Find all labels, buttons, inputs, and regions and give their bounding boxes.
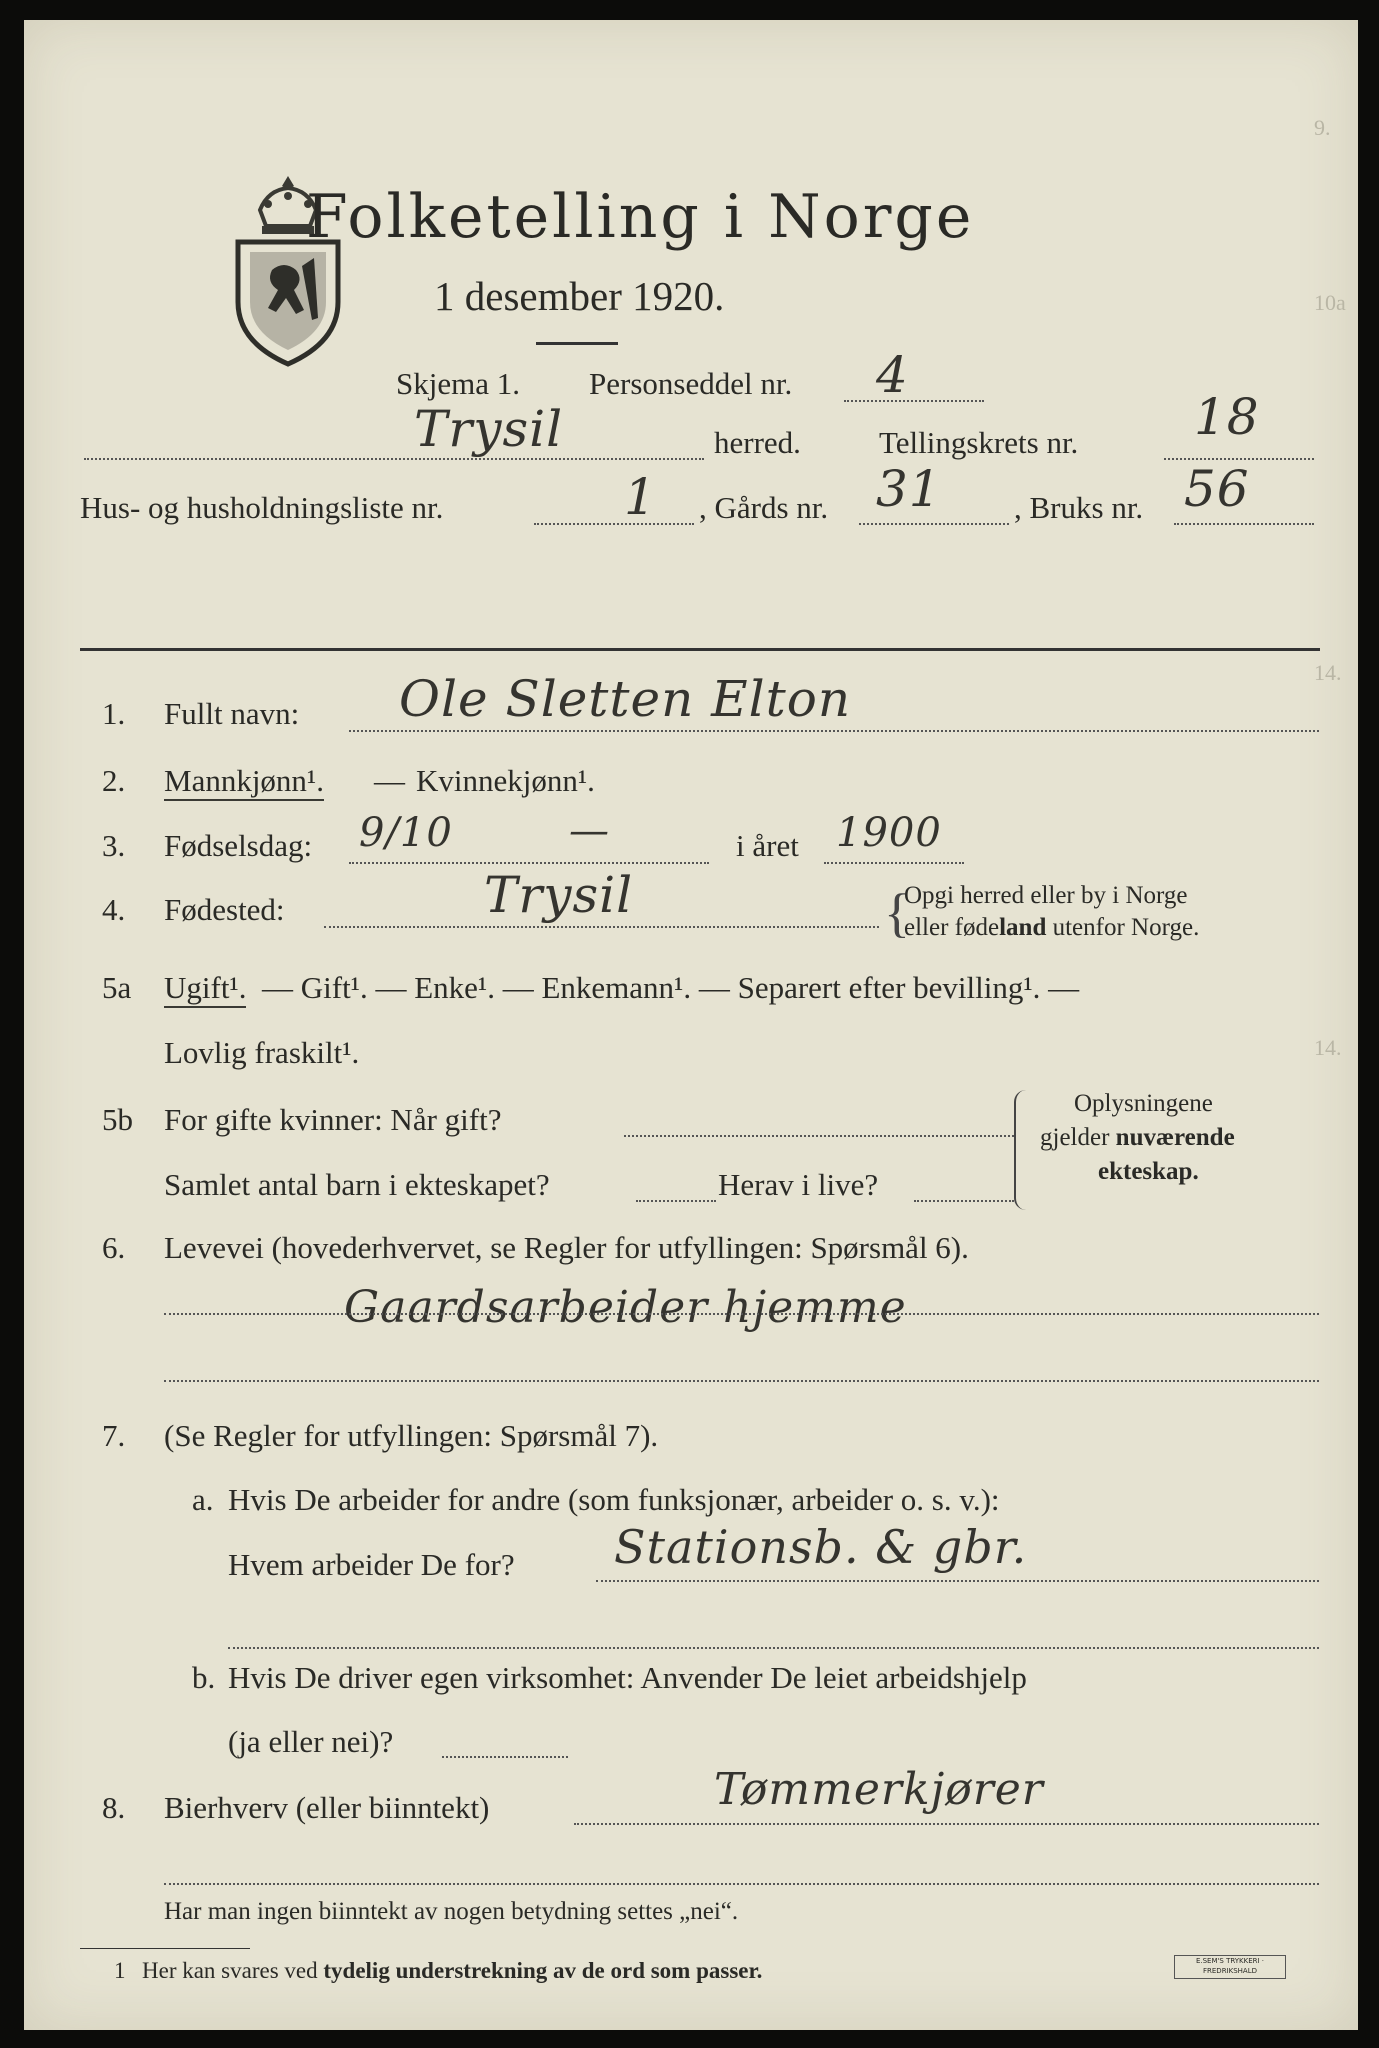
q7b-text: Hvis De driver egen virksomhet: Anvender De leiet arbeidshjelp [228,1660,1027,1695]
bleed-through-text: 14. [1314,1035,1342,1060]
q1-label: Fullt navn: [164,696,300,731]
q2-mann: Mannkjønn¹. [164,763,324,801]
q7b-number: b. [192,1660,216,1695]
q3-date-line [349,862,709,864]
q5a-options: — Gift¹. — Enke¹. — Enkemann¹. — Separert efter bevilling¹. — [262,970,1080,1005]
q3-year-value: 1900 [836,810,942,856]
form-title: Folketelling i Norge [306,182,975,252]
herred-label: herred. [714,425,801,460]
herred-value: Trysil [414,400,564,458]
q5b-number: 5b [102,1102,133,1137]
q2-kvinne: Kvinnekjønn¹. [416,763,595,798]
q2-sep: — [374,763,405,798]
q5b-gift-line [624,1135,1014,1137]
q7a-question: Hvem arbeider De for? [228,1547,515,1582]
q7a-text: Hvis De arbeider for andre (som funksjonær, arbeider o. s. v.): [228,1482,1000,1517]
q8-value: Tømmerkjører [714,1764,1044,1815]
q7-label: (Se Regler for utfyllingen: Spørsmål 7). [164,1418,659,1453]
q5a-number: 5a [102,970,132,1005]
q5a-line-2: Lovlig fraskilt¹. [164,1035,360,1070]
tellingskrets-value: 18 [1194,388,1260,446]
q6-line-2 [164,1380,1319,1382]
q7a-value: Stationsb. & gbr. [614,1520,1028,1574]
q3-number: 3. [102,828,126,863]
q1-line [349,730,1319,732]
header-separator [80,648,1320,651]
husholdningsliste-line [534,523,694,525]
q4-note-2: eller fødeland utenfor Norge. [904,914,1200,941]
bruks-label: , Bruks nr. [1014,490,1144,525]
q6-line-1 [164,1313,1319,1315]
footnote-rule [80,1948,250,1949]
q7a-line-2 [228,1647,1319,1649]
personseddel-value: 4 [876,346,909,404]
q5b-note-2: gjelder nuværende [1040,1124,1235,1151]
census-form [24,20,1358,2030]
q7-number: 7. [102,1418,126,1453]
gards-value: 31 [876,460,942,518]
q4-brace: { [884,883,910,943]
q3-label: Fødselsdag: [164,828,313,863]
q7a-line-1 [596,1580,1319,1582]
q7b-question: (ja eller nei)? [228,1724,394,1759]
bruks-line [1174,523,1314,525]
gards-line [859,523,1009,525]
q3-year-label: i året [736,828,799,863]
q1-value: Ole Sletten Elton [399,670,852,728]
q6-label: Levevei (hovederhvervet, se Regler for utfyllingen: Spørsmål 6). [164,1230,969,1265]
q7b-line [442,1756,568,1758]
q8-line-1 [574,1823,1319,1825]
husholdningsliste-label: Hus- og husholdningsliste nr. [80,490,444,525]
personseddel-label: Personseddel nr. [589,366,793,401]
q8-label: Bierhverv (eller biinntekt) [164,1790,490,1825]
census-date: 1 desember 1920. [434,273,725,319]
bleed-through-text: 14. [1314,660,1342,685]
q5b-brace [1014,1090,1030,1210]
q5b-label-1: For gifte kvinner: Når gift? [164,1102,502,1137]
q5b-label-2: Samlet antal barn i ekteskapet? [164,1167,550,1202]
q5b-barn-line [636,1200,716,1202]
q4-value: Trysil [484,866,634,924]
tellingskrets-label: Tellingskrets nr. [879,425,1079,460]
q6-number: 6. [102,1230,126,1265]
q3-year-line [824,862,964,864]
q4-line [324,926,879,928]
q1-number: 1. [102,696,126,731]
gards-label: , Gårds nr. [699,490,829,525]
q8-line-2 [164,1883,1319,1885]
herred-line [84,458,704,460]
q4-label: Fødested: [164,892,285,927]
q5b-note-3: ekteskap. [1098,1158,1199,1185]
bruks-value: 56 [1184,460,1250,518]
bleed-through-text: 9. [1314,115,1331,140]
q7a-number: a. [192,1482,214,1517]
q4-number: 4. [102,892,126,927]
q6-value: Gaardsarbeider hjemme [344,1282,907,1333]
footnote-text: Her kan svares ved tydelig understrekning av de ord som passer. [142,1958,763,1983]
skjema-label: Skjema 1. [396,366,520,401]
title-divider [536,342,618,345]
q8-number: 8. [102,1790,126,1825]
husholdningsliste-value: 1 [624,468,657,526]
q3-dash: — [569,808,610,854]
printer-stamp: E.SEM'S TRYKKERI · FREDRIKSHALD [1174,1955,1286,1979]
footnote-number: 1 [114,1958,126,1983]
personseddel-line [844,400,984,402]
q5b-label-3: Herav i live? [718,1167,879,1202]
footer-note: Har man ingen biinntekt av nogen betydning settes „nei“. [164,1898,739,1925]
q4-note-1: Opgi herred eller by i Norge [904,882,1188,909]
q5b-live-line [914,1200,1014,1202]
q5b-note-1: Oplysningene [1074,1090,1213,1117]
bleed-through-text: 10a [1314,290,1346,315]
q3-value: 9/10 [359,810,453,856]
q5a-ugift: Ugift¹. [164,970,246,1008]
q2-number: 2. [102,763,126,798]
